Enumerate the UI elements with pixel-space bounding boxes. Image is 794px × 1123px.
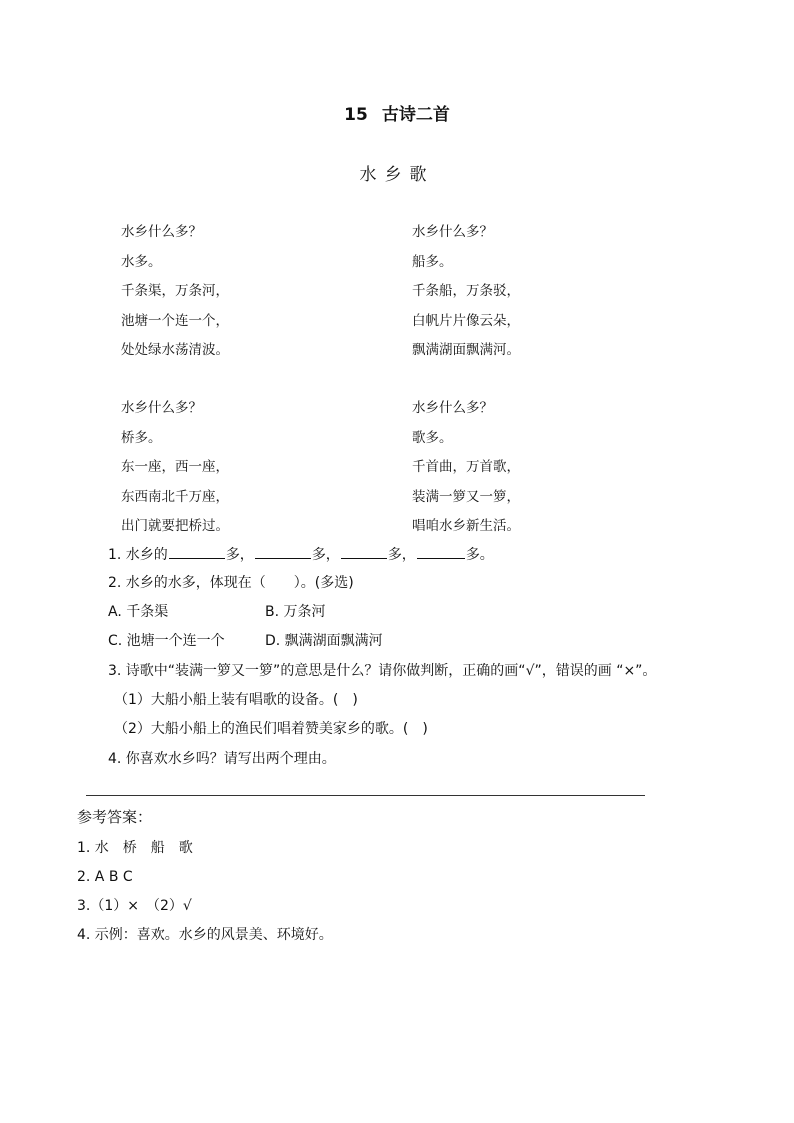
- poem-stanza-2: [412, 222, 520, 370]
- option-b[interactable]: B. 万条河: [265, 604, 326, 620]
- section-divider: [86, 795, 645, 796]
- poem-stanza-1: [121, 222, 229, 370]
- answer-key-title: 参考答案：: [77, 808, 153, 826]
- poem-line: 水乡什么多？: [121, 400, 202, 416]
- question-2: 2. 水乡的水多，体现在（ ）。(多选): [108, 575, 354, 591]
- option-c[interactable]: C. 池塘一个连一个: [108, 633, 225, 649]
- poem-line: 唱咱水乡新生活。: [412, 518, 520, 534]
- poem-line: 水多。: [121, 253, 162, 270]
- question-4: 4. 你喜欢水乡吗？请写出两个理由。: [108, 751, 336, 767]
- question-1-end: 多。: [465, 547, 494, 563]
- poem-line: 出门就要把桥过。: [121, 518, 229, 534]
- poem-stanza-3: [121, 398, 229, 546]
- poem-line: 装满一箩又一箩，: [412, 488, 520, 505]
- poem-line: 处处绿水荡清波。: [121, 342, 229, 358]
- question-1-duo: 多，: [387, 547, 416, 563]
- answer-blank-2[interactable]: [255, 544, 311, 559]
- question-1-prefix: 1. 水乡的: [108, 547, 168, 563]
- answer-blank-1[interactable]: [169, 544, 225, 559]
- question-3: 3. 诗歌中“装满一箩又一箩”的意思是什么？请你做判断，正确的画“√”，错误的画 “×”。: [108, 663, 657, 679]
- poem-title: 水乡歌: [359, 165, 435, 185]
- poem-line: 水乡什么多？: [412, 400, 493, 416]
- poem-line: 船多。: [412, 253, 453, 270]
- poem-stanza-4: [412, 398, 520, 546]
- poem-line: 东一座，西一座，: [121, 459, 229, 475]
- question-3-item-1: （1）大船小船上装有唱歌的设备。( ): [114, 692, 358, 708]
- answer-1: 1. 水 桥 船 歌: [77, 840, 193, 856]
- answer-blank-3[interactable]: [341, 544, 387, 559]
- poem-line: 白帆片片像云朵，: [412, 312, 520, 329]
- answer-2: 2. A B C: [77, 869, 133, 885]
- answer-4: 4. 示例：喜欢。水乡的风景美、环境好。: [77, 927, 333, 943]
- poem-line: 水乡什么多？: [121, 224, 202, 240]
- poem-line: 桥多。: [121, 429, 162, 446]
- question-1-duo: 多，: [311, 547, 340, 563]
- lesson-title: [0, 100, 794, 125]
- question-1-duo: 多，: [225, 547, 254, 563]
- lesson-title-text: 古诗二首: [381, 105, 450, 125]
- poem-line: 千条船，万条驳，: [412, 283, 520, 299]
- option-a[interactable]: A. 千条渠: [108, 604, 169, 620]
- poem-line: 东西南北千万座，: [121, 488, 229, 505]
- option-d[interactable]: D. 飘满湖面飘满河: [265, 633, 383, 649]
- answer-3: 3.（1）× （2）√: [77, 898, 192, 914]
- poem-line: 飘满湖面飘满河。: [412, 342, 520, 358]
- lesson-number: 15: [344, 105, 368, 125]
- poem-line: 池塘一个连一个，: [121, 312, 229, 329]
- poem-line: 千条渠，万条河，: [121, 283, 229, 299]
- poem-line: 千首曲，万首歌，: [412, 459, 520, 475]
- question-1: [108, 544, 494, 565]
- poem-line: 水乡什么多？: [412, 224, 493, 240]
- poem-line: 歌多。: [412, 429, 453, 446]
- question-3-item-2: （2）大船小船上的渔民们唱着赞美家乡的歌。( ): [114, 721, 428, 737]
- answer-blank-4[interactable]: [417, 544, 465, 559]
